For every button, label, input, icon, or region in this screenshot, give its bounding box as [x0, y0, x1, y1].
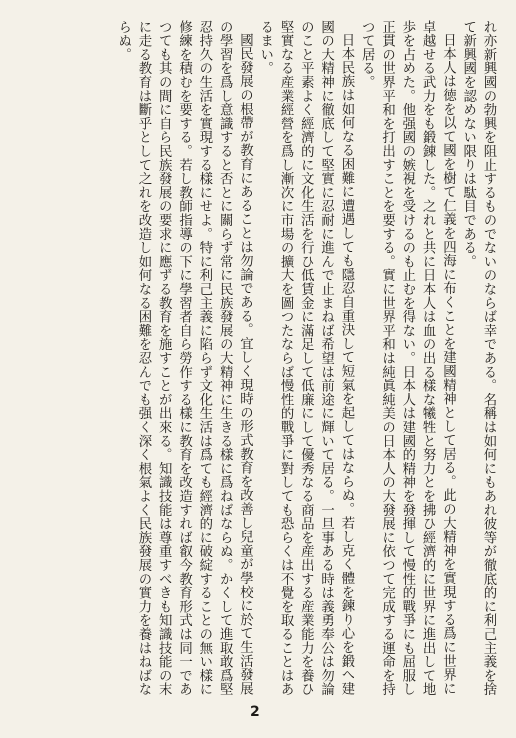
paragraph-1: れ亦新興國の勃興を阻止するものでないのならば幸である。名稱は如何にもあれ彼等が徹底的に利己主義を捨て新興國を認めない限りは駄目である。: [460, 20, 496, 697]
page-number: 2: [250, 704, 260, 720]
paragraph-2: 日本人は徳を以て國を樹て仁義を四海に布くことを建國精神として居る。此の大精神を實現する爲に世界に卓越せる武力をも鍛錬した。之れと共に日本人は血の出る樣な犧牲と努力とを拂ひ經濟的に世界に進出して地歩を占めた。他强國の嫉視を受けるのも止むを得ない。日本人は建國的精神を發揮して慢性的戰爭にも屈服し正貫の世界平和を打出すことを要する。實に世界平和は純眞純美の日本人の大發展に依つて完成する運命を持つて居る。: [359, 20, 456, 697]
body-text: [18, 20, 498, 700]
paragraph-3: 日本民族は如何なる困難に遭遇しても隱忍自重決して短氣を起してはならぬ。若し克く體を鍊り心を鍛へ建國の大精神に徹底して堅實に忍耐に進んで止まねば希望は前途に輝いて居る。一旦事ある時は義勇奉公は勿論のこと平素よく經濟的に文化生活を行ひ低賃金に滿足して低廉にして優秀なる商品を産出する産業能力を養ひ堅實なる産業經營を爲し漸次に市場の擴大を圖つたならば慢性的戰爭に對しても恐らくは不覺を取ることはあるまい。: [257, 20, 354, 697]
paragraph-4: 國民發展の根帶が教育にあることは勿論である。宜しく現時の形式教育を改善し兒童が學校に於て生活發展の學習を爲し意識すると否とに關らず常に民族發展の大精神に生きる樣に爲ねばならぬ。かくして進取敢爲堅忍持久の生活を實現する樣にせよ。特に利己主義に陷らず文化生活は爲ても經濟的に破綻することの無い樣に修練を積むを要する。若し教師指導の下に學習者自ら勞作する樣に教育を改造すれば叡今教育形式は同一であつても其の間に自ら民族發展の要求に應ずる教育を施すことが出來る。知識技能は尊重すべきも知識技能の末に走る教育は斷乎として之れを改造し如何なる困難を忍んでも强く深く根氣よく民族發展の實力を養はねばならぬ。: [115, 20, 253, 697]
